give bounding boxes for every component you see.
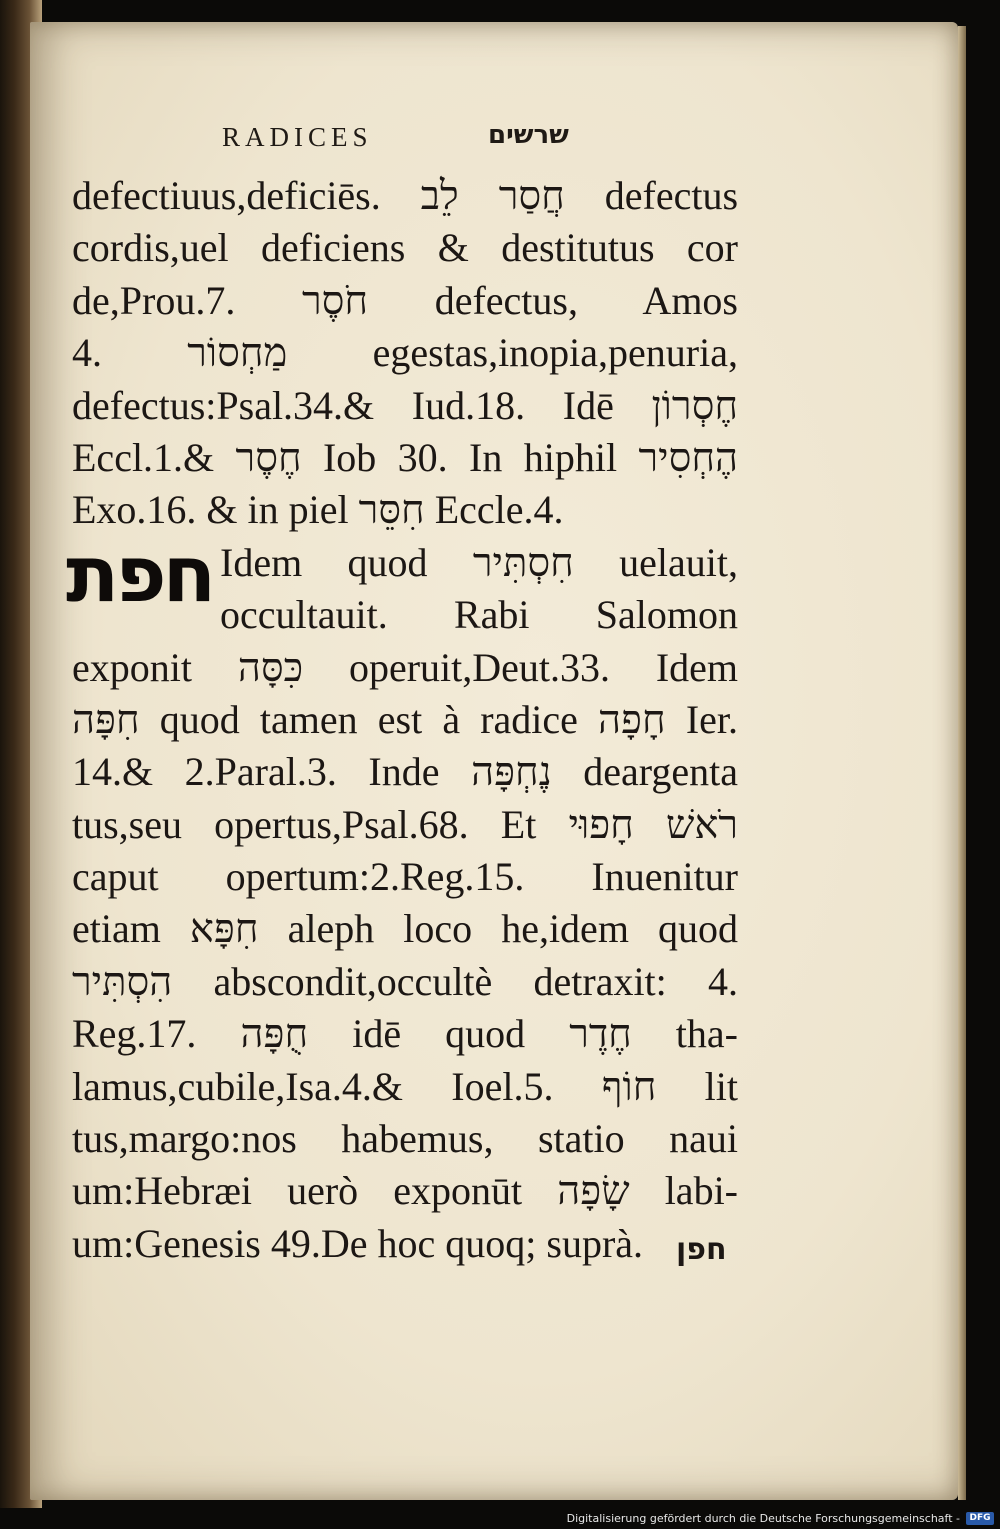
page-right-edge [958, 26, 966, 1500]
catchword: חפן [676, 1232, 727, 1267]
digitization-credit: Digitalisierung gefördert durch die Deutsche Forschungsgemeinschaft - [566, 1512, 960, 1525]
running-head-latin: RADICES [222, 122, 373, 152]
entry-line: Idem quod חִסְתִּיר uelauit, [220, 539, 738, 585]
text-line: הִסְתִּיר abscondit,occultè detraxit: 4. [72, 958, 738, 1004]
text-line: Exo.16. & in piel חִסֵּר Eccle.4. [72, 487, 564, 533]
text-line: Eccl.1.& חֶסֶר Iob 30. In hiphil הֶחְסִיר [72, 434, 739, 480]
entry-headword: חפת [66, 529, 213, 620]
entry-block [66, 529, 738, 642]
text-line: 4. מַחְסוֹר egestas,inopia,penuria, [72, 330, 738, 376]
text-line: lamus,cubile,Isa.4.& Ioel.5. חוֹף lit [72, 1063, 738, 1109]
text-line: Reg.17. חֻפָּה idē quod חֶדֶר tha- [72, 1011, 738, 1057]
running-head-hebrew: שרשים [488, 120, 569, 150]
dfg-logo-icon: DFG [966, 1512, 994, 1525]
text-line: tus,seu opertus,Psal.68. Et רֹאשׁ חָפוּי [72, 801, 738, 847]
text-line: de,Prou.7. חֹסֶר defectus, Amos [72, 277, 738, 323]
text-line: חִפָּה quod tamen est à radice חָפָה Ier. [72, 696, 739, 742]
running-head [0, 122, 1000, 162]
text-line: um:Hebræi uerò exponūt שָׂפָה labi- [72, 1168, 738, 1214]
text-line: tus,margo:nos habemus, statio naui [72, 1116, 738, 1162]
text-line: cordis,uel deficiens & destitutus cor [72, 225, 738, 271]
text-line: etiam חִפָּא aleph loco he,idem quod [72, 906, 738, 952]
text-line: defectiuus,deficiēs. חֲסַר לֵב defectus [72, 173, 739, 218]
text-line: 14.& 2.Paral.3. Inde נֶחְפָּה deargenta [72, 749, 739, 795]
text-line: exponit כִּסָּה operuit,Deut.33. Idem [72, 644, 739, 690]
body-text [66, 170, 739, 1270]
text-line: um:Genesis 49.De hoc quoq; suprà. [72, 1220, 644, 1266]
text-line: caput opertum:2.Reg.15. Inuenitur [72, 854, 738, 900]
text-line: defectus:Psal.34.& Iud.18. Idē חֶסְרוֹן [72, 382, 738, 428]
entry-line: occultauit. Rabi Salomon [220, 592, 738, 638]
